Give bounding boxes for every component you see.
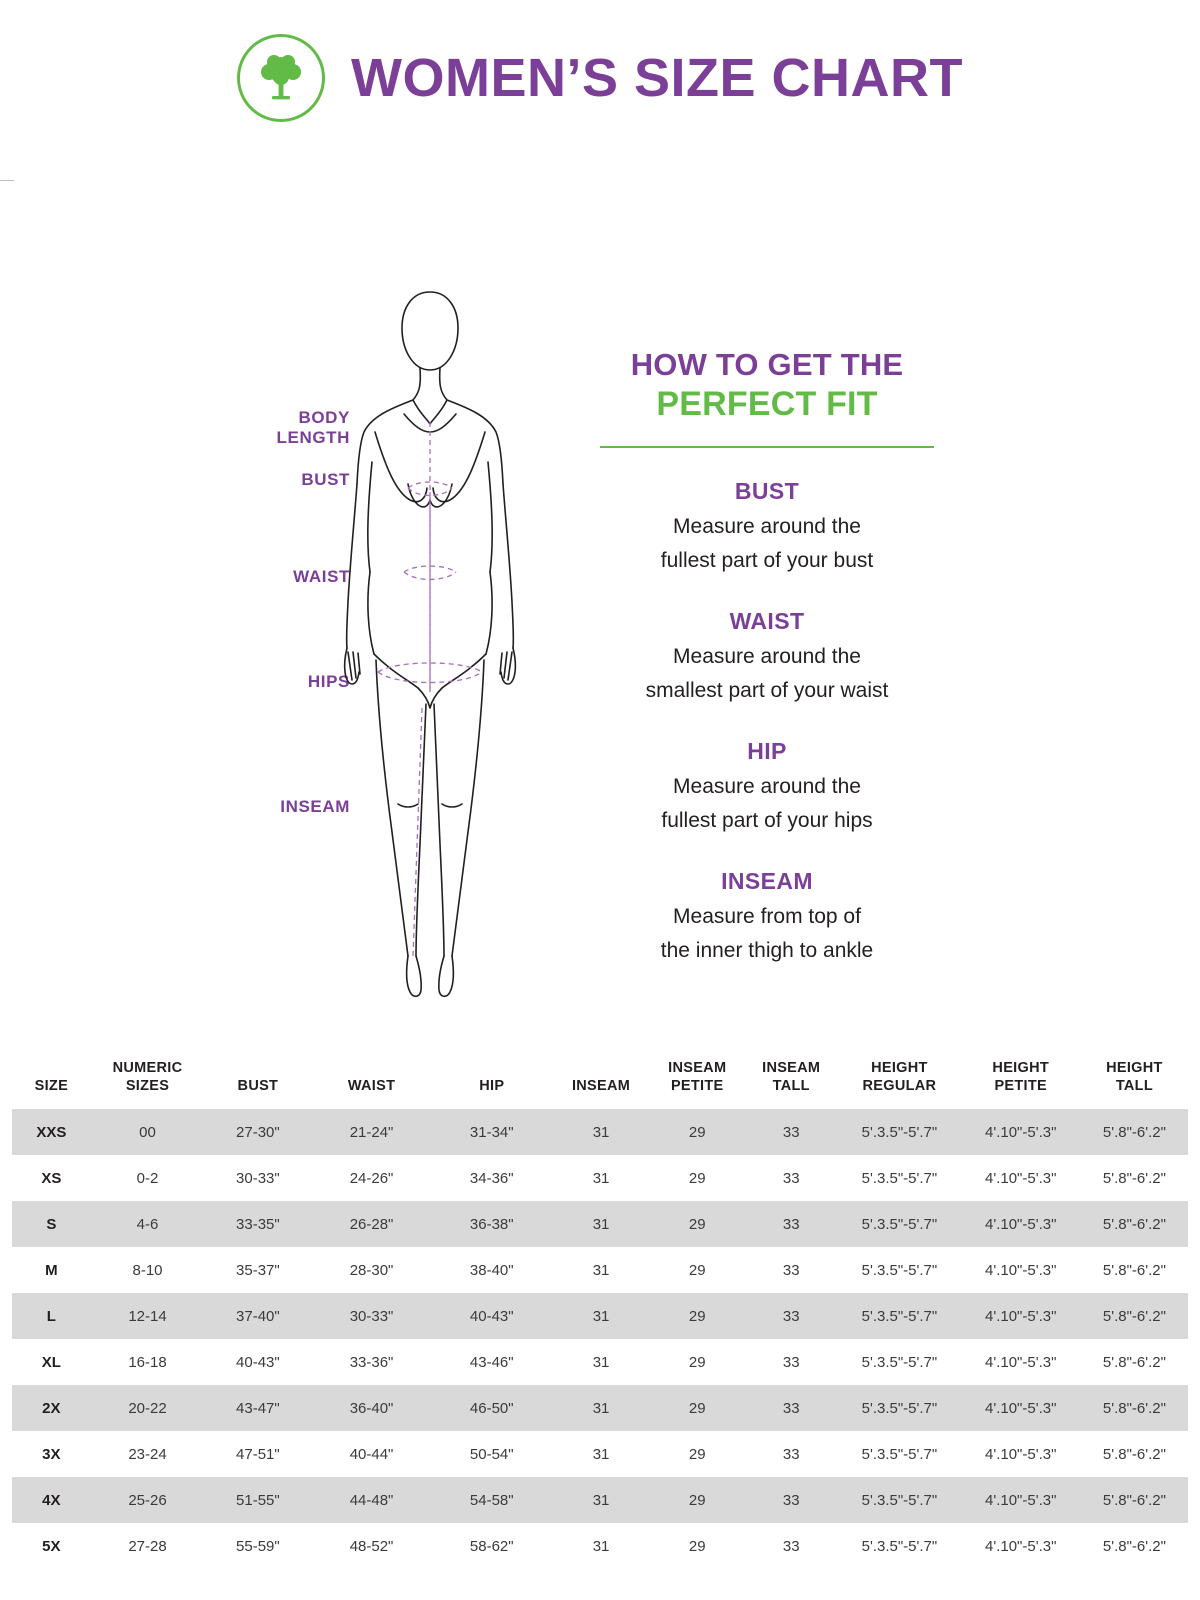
table-cell: 4'.10"-5'.3" [961, 1339, 1081, 1385]
table-row [12, 1477, 1188, 1523]
female-body-outline-illustration [300, 132, 560, 1002]
table-header-cell [744, 1053, 838, 1109]
table-cell: 40-43" [204, 1339, 311, 1385]
page-title: WOMEN’S SIZE CHART [351, 48, 963, 108]
divider [600, 446, 934, 448]
fit-heading-line2: PERFECT FIT [656, 384, 878, 423]
table-cell: 33 [744, 1339, 838, 1385]
fit-item-hip [588, 738, 946, 838]
table-header-cell [12, 1053, 91, 1109]
table-cell: 4'.10"-5'.3" [961, 1201, 1081, 1247]
table-cell: 29 [650, 1155, 744, 1201]
table-cell: 31 [552, 1339, 650, 1385]
table-cell: 31 [552, 1523, 650, 1569]
tree-in-circle-icon [237, 34, 325, 122]
table-header-cell-line1: HEIGHT [1106, 1060, 1163, 1076]
table-header-cell-line2: TALL [772, 1078, 810, 1095]
table-cell: 55-59" [204, 1523, 311, 1569]
table-cell: 5'.3.5"-5'.7" [838, 1523, 960, 1569]
table-cell: 27-30" [204, 1109, 311, 1155]
table-cell: 5'.8"-6'.2" [1081, 1247, 1188, 1293]
table-cell: 21-24" [311, 1109, 431, 1155]
table-cell: 25-26 [91, 1477, 205, 1523]
table-cell: 5'.8"-6'.2" [1081, 1523, 1188, 1569]
table-cell: 43-47" [204, 1385, 311, 1431]
table-cell: 16-18 [91, 1339, 205, 1385]
table-cell: 29 [650, 1201, 744, 1247]
table-header-cell-line1: NUMERIC [112, 1060, 183, 1076]
table-cell: 38-40" [432, 1247, 552, 1293]
table-row [12, 1293, 1188, 1339]
fit-item-waist-desc-line1: Measure around the [673, 644, 861, 668]
table-cell: 29 [650, 1293, 744, 1339]
label-body-length-line1: BODY [298, 408, 350, 427]
size-table-wrapper [0, 1053, 1200, 1569]
table-cell: 4'.10"-5'.3" [961, 1155, 1081, 1201]
fit-item-hip-desc [588, 770, 946, 838]
table-cell: 27-28 [91, 1523, 205, 1569]
fit-item-bust-title: BUST [734, 477, 800, 504]
table-cell: 48-52" [311, 1523, 431, 1569]
table-cell-size: 2X [12, 1385, 91, 1431]
fit-item-waist-desc-line2: smallest part of your waist [645, 678, 889, 702]
table-cell: 8-10 [91, 1247, 205, 1293]
table-cell: 31 [552, 1431, 650, 1477]
fit-item-waist-title: WAIST [729, 607, 805, 634]
size-table [12, 1053, 1188, 1569]
table-row [12, 1339, 1188, 1385]
table-row [12, 1431, 1188, 1477]
table-cell: 31 [552, 1155, 650, 1201]
table-cell: 23-24 [91, 1431, 205, 1477]
table-cell: 5'.8"-6'.2" [1081, 1431, 1188, 1477]
table-header-cell-line1: BUST [237, 1078, 279, 1095]
table-cell-size: M [12, 1247, 91, 1293]
table-cell: 31 [552, 1385, 650, 1431]
table-cell: 0-2 [91, 1155, 205, 1201]
table-header-cell-line1: INSEAM [571, 1078, 631, 1095]
table-header-cell-line1: HEIGHT [992, 1060, 1050, 1076]
fit-item-bust-desc-line2: fullest part of your bust [660, 548, 874, 572]
table-cell: 12-14 [91, 1293, 205, 1339]
fit-item-hip-title: HIP [747, 737, 787, 764]
table-header-cell-line1: HIP [479, 1078, 505, 1095]
fit-item-waist-desc [588, 640, 946, 708]
table-row [12, 1523, 1188, 1569]
table-header-cell [311, 1053, 431, 1109]
table-cell-size: 4X [12, 1477, 91, 1523]
table-cell: 37-40" [204, 1293, 311, 1339]
table-cell: 5'.3.5"-5'.7" [838, 1155, 960, 1201]
table-header-cell-line1: INSEAM [762, 1060, 821, 1076]
fit-heading-line1: HOW TO GET THE [630, 347, 904, 382]
table-cell: 36-38" [432, 1201, 552, 1247]
table-cell: 31-34" [432, 1109, 552, 1155]
label-bust: BUST [301, 470, 350, 489]
table-cell: 28-30" [311, 1247, 431, 1293]
table-cell: 4'.10"-5'.3" [961, 1431, 1081, 1477]
table-cell: 31 [552, 1477, 650, 1523]
table-cell: 29 [650, 1339, 744, 1385]
page-header [0, 0, 1200, 122]
table-cell: 30-33" [204, 1155, 311, 1201]
label-inseam: INSEAM [280, 797, 350, 816]
table-header-row [12, 1053, 1188, 1109]
table-header-cell-line2: TALL [1115, 1078, 1153, 1095]
table-cell: 4'.10"-5'.3" [961, 1247, 1081, 1293]
table-cell: 5'.8"-6'.2" [1081, 1477, 1188, 1523]
table-cell: 5'.3.5"-5'.7" [838, 1201, 960, 1247]
table-cell: 29 [650, 1523, 744, 1569]
table-cell: 50-54" [432, 1431, 552, 1477]
table-cell: 33 [744, 1155, 838, 1201]
table-cell: 33 [744, 1201, 838, 1247]
table-cell: 5'.3.5"-5'.7" [838, 1431, 960, 1477]
table-header-cell-line2: REGULAR [862, 1078, 937, 1095]
table-cell: 33 [744, 1477, 838, 1523]
table-body [12, 1109, 1188, 1569]
table-cell: 5'.8"-6'.2" [1081, 1339, 1188, 1385]
table-cell: 33-36" [311, 1339, 431, 1385]
table-cell: 40-43" [432, 1293, 552, 1339]
table-cell: 33 [744, 1247, 838, 1293]
table-cell: 31 [552, 1293, 650, 1339]
table-header-cell [1081, 1053, 1188, 1109]
table-cell-size: 5X [12, 1523, 91, 1569]
table-cell: 31 [552, 1201, 650, 1247]
table-cell: 5'.8"-6'.2" [1081, 1385, 1188, 1431]
table-cell: 31 [552, 1247, 650, 1293]
table-cell: 20-22 [91, 1385, 205, 1431]
fit-item-inseam [588, 868, 946, 968]
table-header-cell [552, 1053, 650, 1109]
table-cell-size: L [12, 1293, 91, 1339]
table-header-cell-line2: SIZES [125, 1078, 170, 1095]
table-cell: 29 [650, 1477, 744, 1523]
table-cell: 29 [650, 1431, 744, 1477]
table-cell: 33 [744, 1293, 838, 1339]
table-cell: 35-37" [204, 1247, 311, 1293]
table-cell: 43-46" [432, 1339, 552, 1385]
fit-item-inseam-desc [588, 900, 946, 968]
table-cell: 5'.3.5"-5'.7" [838, 1477, 960, 1523]
table-cell: 4'.10"-5'.3" [961, 1523, 1081, 1569]
table-cell: 44-48" [311, 1477, 431, 1523]
table-cell: 40-44" [311, 1431, 431, 1477]
fit-item-bust-desc-line1: Measure around the [673, 514, 861, 538]
label-body-length-line2: LENGTH [276, 428, 350, 448]
table-cell: 30-33" [311, 1293, 431, 1339]
table-cell: 29 [650, 1109, 744, 1155]
table-cell: 24-26" [311, 1155, 431, 1201]
table-cell-size: XL [12, 1339, 91, 1385]
figure-section [0, 122, 1200, 1002]
table-header-cell [838, 1053, 960, 1109]
table-cell: 34-36" [432, 1155, 552, 1201]
table-cell: 26-28" [311, 1201, 431, 1247]
table-header [12, 1053, 1188, 1109]
perfect-fit-guide [588, 347, 946, 968]
table-cell: 5'.8"-6'.2" [1081, 1201, 1188, 1247]
table-cell-size: S [12, 1201, 91, 1247]
table-cell: 54-58" [432, 1477, 552, 1523]
table-row [12, 1201, 1188, 1247]
table-cell: 5'.3.5"-5'.7" [838, 1385, 960, 1431]
table-cell: 51-55" [204, 1477, 311, 1523]
table-cell: 5'.3.5"-5'.7" [838, 1109, 960, 1155]
table-cell: 29 [650, 1247, 744, 1293]
table-cell: 4'.10"-5'.3" [961, 1109, 1081, 1155]
table-cell: 36-40" [311, 1385, 431, 1431]
table-header-cell-line2: PETITE [994, 1078, 1047, 1095]
table-cell: 46-50" [432, 1385, 552, 1431]
table-header-cell-line1: HEIGHT [871, 1060, 928, 1076]
table-header-cell-line1: INSEAM [668, 1060, 727, 1076]
table-header-cell [650, 1053, 744, 1109]
table-cell: 5'.3.5"-5'.7" [838, 1247, 960, 1293]
table-cell: 4-6 [91, 1201, 205, 1247]
fit-item-hip-desc-line1: Measure around the [673, 774, 861, 798]
table-cell: 00 [91, 1109, 205, 1155]
table-cell: 33 [744, 1523, 838, 1569]
table-cell: 33 [744, 1431, 838, 1477]
table-header-cell-line1: WAIST [347, 1078, 396, 1095]
table-row [12, 1155, 1188, 1201]
fit-item-inseam-desc-line2: the inner thigh to ankle [660, 938, 874, 962]
table-cell: 4'.10"-5'.3" [961, 1385, 1081, 1431]
table-cell: 33-35" [204, 1201, 311, 1247]
table-cell: 29 [650, 1385, 744, 1431]
table-cell: 47-51" [204, 1431, 311, 1477]
table-cell-size: XS [12, 1155, 91, 1201]
fit-item-hip-desc-line2: fullest part of your hips [661, 808, 873, 832]
table-cell: 5'.8"-6'.2" [1081, 1155, 1188, 1201]
fit-item-bust-desc [588, 510, 946, 578]
table-row [12, 1385, 1188, 1431]
table-header-cell-line1: SIZE [34, 1078, 69, 1095]
table-header-cell [204, 1053, 311, 1109]
table-header-cell [961, 1053, 1081, 1109]
table-cell-size: 3X [12, 1431, 91, 1477]
fit-item-bust [588, 478, 946, 578]
label-waist: WAIST [293, 567, 350, 586]
table-header-cell-line2: PETITE [670, 1078, 724, 1095]
table-cell: 5'.8"-6'.2" [1081, 1293, 1188, 1339]
table-cell: 33 [744, 1385, 838, 1431]
table-header-cell [91, 1053, 205, 1109]
fit-item-inseam-desc-line1: Measure from top of [673, 904, 861, 928]
table-cell: 5'.8"-6'.2" [1081, 1109, 1188, 1155]
table-cell: 5'.3.5"-5'.7" [838, 1339, 960, 1385]
table-header-cell [432, 1053, 552, 1109]
table-cell: 4'.10"-5'.3" [961, 1293, 1081, 1339]
label-hips: HIPS [307, 672, 350, 691]
table-cell: 33 [744, 1109, 838, 1155]
table-row [12, 1109, 1188, 1155]
fit-item-inseam-title: INSEAM [721, 867, 813, 894]
table-cell-size: XXS [12, 1109, 91, 1155]
fit-item-waist [588, 608, 946, 708]
table-cell: 4'.10"-5'.3" [961, 1477, 1081, 1523]
table-row [12, 1247, 1188, 1293]
table-cell: 58-62" [432, 1523, 552, 1569]
table-cell: 5'.3.5"-5'.7" [838, 1293, 960, 1339]
table-cell: 31 [552, 1109, 650, 1155]
